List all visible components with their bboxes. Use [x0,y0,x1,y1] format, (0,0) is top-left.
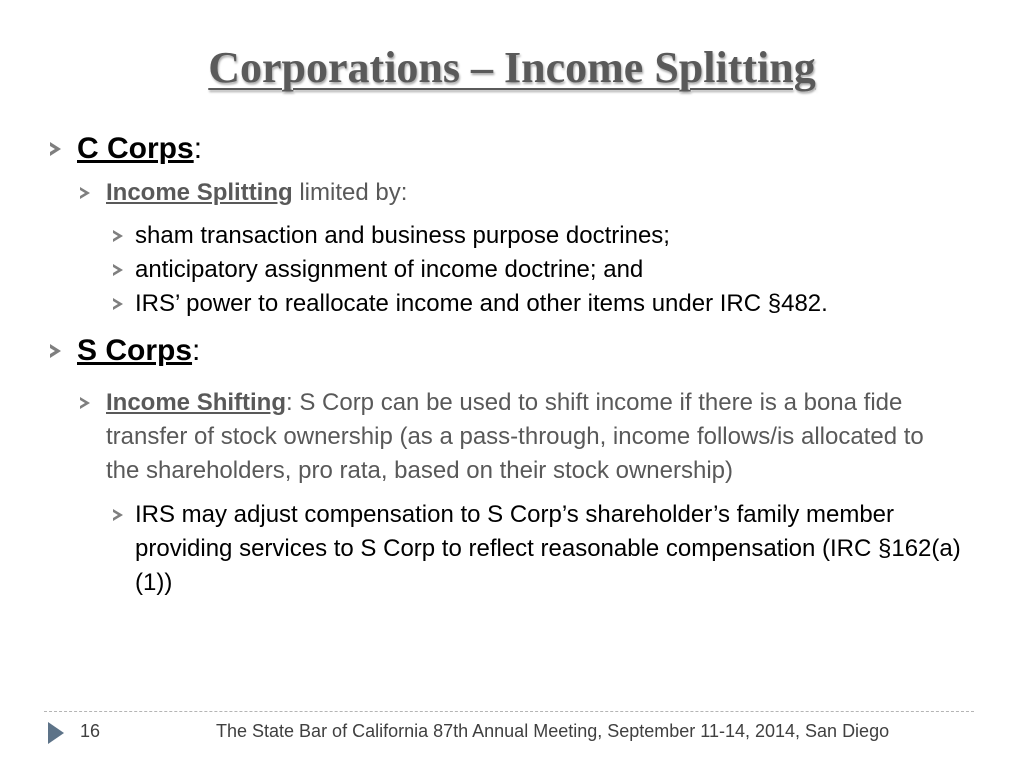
slide-title-text: Corporations – Income Splitting [208,43,816,92]
income-shifting-text [106,386,960,488]
c-corps-item-text: anticipatory assignment of income doctrine; and [135,256,644,283]
c-corps-item [113,253,643,287]
arrow-bullet-icon [113,230,123,242]
income-splitting-text [106,176,407,210]
s-corps-heading [77,333,200,369]
arrow-bullet-icon [80,187,90,199]
s-corps-item [113,498,963,600]
c-corps-label: C Corps [77,132,194,165]
arrow-bullet-icon [113,298,123,310]
income-splitting-bullet [80,176,407,210]
arrow-bullet-icon [80,397,90,409]
income-shifting-label: Income Shifting [106,389,286,416]
arrow-bullet-icon [113,509,123,521]
income-splitting-desc: limited by: [292,179,408,206]
c-corps-item [113,219,670,253]
c-corps-item [113,287,828,321]
c-corps-item-text: IRS’ power to reallocate income and other items under IRC §482. [135,290,828,317]
income-shifting-desc: : S Corp can be used to shift income if there is a bona fide transfer of stock ownership (as a pass-through, income follows/is allocated to the shareholders, pro rata, based on their stock ownership) [106,389,924,484]
footer-triangle-icon [48,722,64,744]
income-shifting-bullet [80,386,960,488]
s-corps-bullet [50,333,200,369]
c-corps-bullet [50,131,202,167]
income-splitting-label: Income Splitting [106,179,293,206]
footer-text: The State Bar of California 87th Annual Meeting, September 11-14, 2014, San Diego [216,721,890,741]
slide-number: 16 [80,721,101,741]
c-corps-heading [77,131,202,167]
arrow-bullet-icon [50,142,61,156]
footer-divider [44,711,974,712]
s-corps-item-text: IRS may adjust compensation to S Corp’s shareholder’s family member providing services to S Corp to reflect reasonable compensation (IRC §162(a)(1)) [135,501,961,596]
c-corps-colon: : [193,132,203,165]
c-corps-item-text: sham transaction and business purpose doctrines; [135,222,670,249]
arrow-bullet-icon [50,344,61,358]
s-corps-label: S Corps [77,334,193,367]
arrow-bullet-icon [113,264,123,276]
slide-title [0,42,1024,94]
s-corps-colon: : [192,334,201,367]
